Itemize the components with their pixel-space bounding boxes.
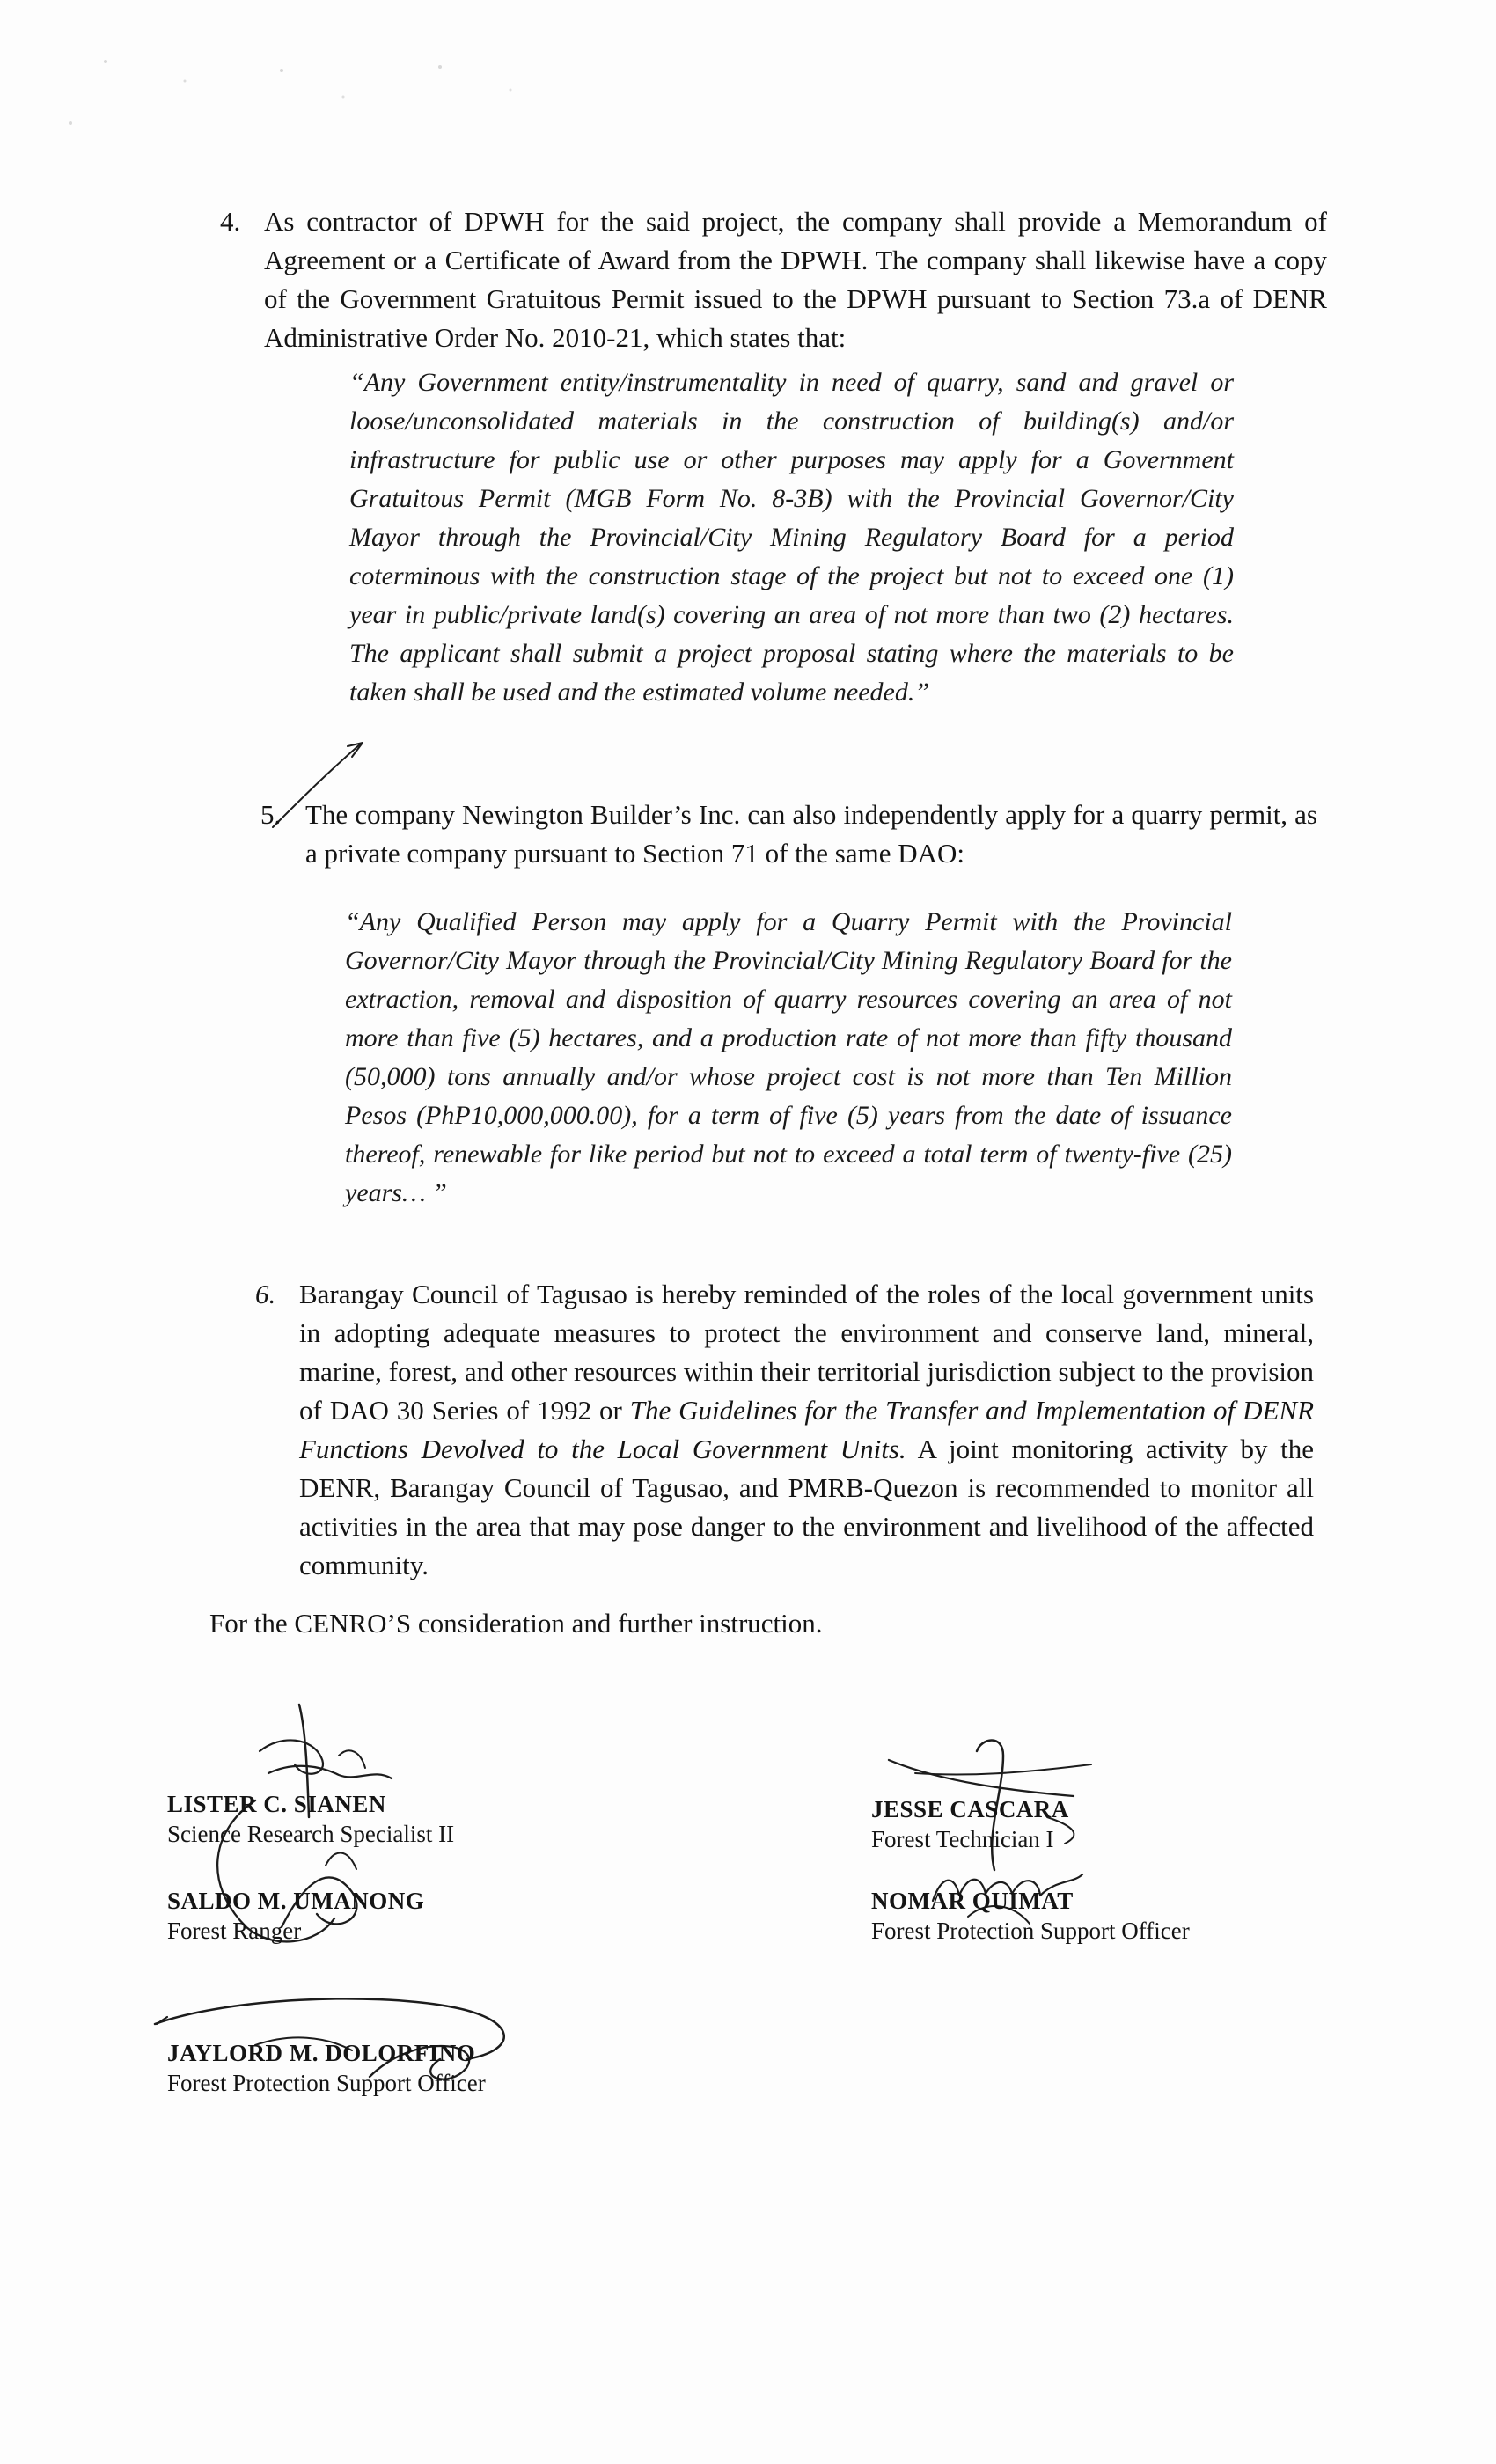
signatory-name: SALDO M. UMANONG (167, 1888, 425, 1914)
signatory-name: JESSE CASCARA (871, 1796, 1069, 1822)
signatory-dolorfino (167, 2038, 486, 2098)
paragraph-item-5: The company Newington Builder’s Inc. can also independently apply for a quarry permit, as a private company pursuant to Section 71 of the same DAO: (305, 799, 1317, 869)
signatory-name: JAYLORD M. DOLORFINO (167, 2040, 476, 2066)
closing-line: For the CENRO’S consideration and further instruction. (209, 1608, 823, 1639)
signatory-title: Forest Ranger (167, 1918, 302, 1944)
signatory-title: Forest Technician I (871, 1826, 1054, 1852)
guidelines-title: The Guidelines for the Transfer and Implementation of DENR Functions Devolved to the Local Government Units. (299, 1395, 1315, 1464)
item-number: 5. (260, 799, 282, 830)
scan-noise (53, 35, 546, 141)
signatory-name: LISTER C. SIANEN (167, 1791, 386, 1817)
signatory-name: NOMAR QUIMAT (871, 1888, 1074, 1914)
paragraph-text: A joint monitoring activity by the DENR, Barangay Council of Tagusao, and PMRB-Quezon is recommended to monitor all activities in the area that may pose danger to the environment and livelihood of the affected community. (299, 1434, 1315, 1580)
item-number: 4. (220, 206, 241, 237)
quote-dao-section-71: “Any Qualified Person may apply for a Quarry Permit with the Provincial Governor/City Mayor through the Provincial/City Mining Regulatory Board for the extraction, removal and disposition of quarry resources covering an area of not more than five (5) hectares, and a production rate of not more than fifty thousand (50,000) tons annually and/or whose project cost is not more than Ten Million Pesos (PhP10,000,000.00), for a term of five (5) years from the date of issuance thereof, renewable for like period but not to exceed a total term of twenty-five (25) years… ” (345, 907, 1232, 1207)
signatory-sianen (167, 1789, 454, 1849)
signatory-umanong (167, 1886, 424, 1946)
signatory-title: Forest Protection Support Officer (167, 2070, 486, 2096)
item-number: 6. (255, 1279, 276, 1309)
paragraph-text: Barangay Council of Tagusao is hereby reminded of the roles of the local government units in adopting adequate measures to protect the environment and conserve land, mineral, marine, forest, and other resources within their territorial jurisdiction subject to the provision of DAO 30 Series of 1992 or (299, 1279, 1314, 1426)
quote-dao-section-73a: “Any Government entity/instrumentality in need of quarry, sand and gravel or loose/unconsolidated materials in the construction of building(s) and/or infrastructure for public use or other purposes may apply for a Government Gratuitous Permit (MGB Form No. 8-3B) with the Provincial Governor/City Mayor through the Provincial/City Mining Regulatory Board for a period coterminous with the construction stage of the project but not to exceed one (1) year in public/private land(s) covering an area of not more than two (2) hectares. The applicant shall submit a project proposal stating where the materials to be taken shall be used and the estimated volume needed.” (349, 368, 1234, 707)
signatory-title: Forest Protection Support Officer (871, 1918, 1190, 1944)
paragraph-item-6 (299, 1275, 1314, 1585)
signatory-title: Science Research Specialist II (167, 1821, 455, 1847)
paragraph-item-4: As contractor of DPWH for the said project, the company shall provide a Memorandum of Agreement or a Certificate of Award from the DPWH. The company shall likewise have a copy of the Government Gratuitous Permit issued to the DPWH pursuant to Section 73.a of DENR Administrative Order No. 2010-21, which states that: (264, 206, 1327, 353)
signatory-cascara (871, 1794, 1069, 1854)
signatory-quimat (871, 1886, 1190, 1946)
